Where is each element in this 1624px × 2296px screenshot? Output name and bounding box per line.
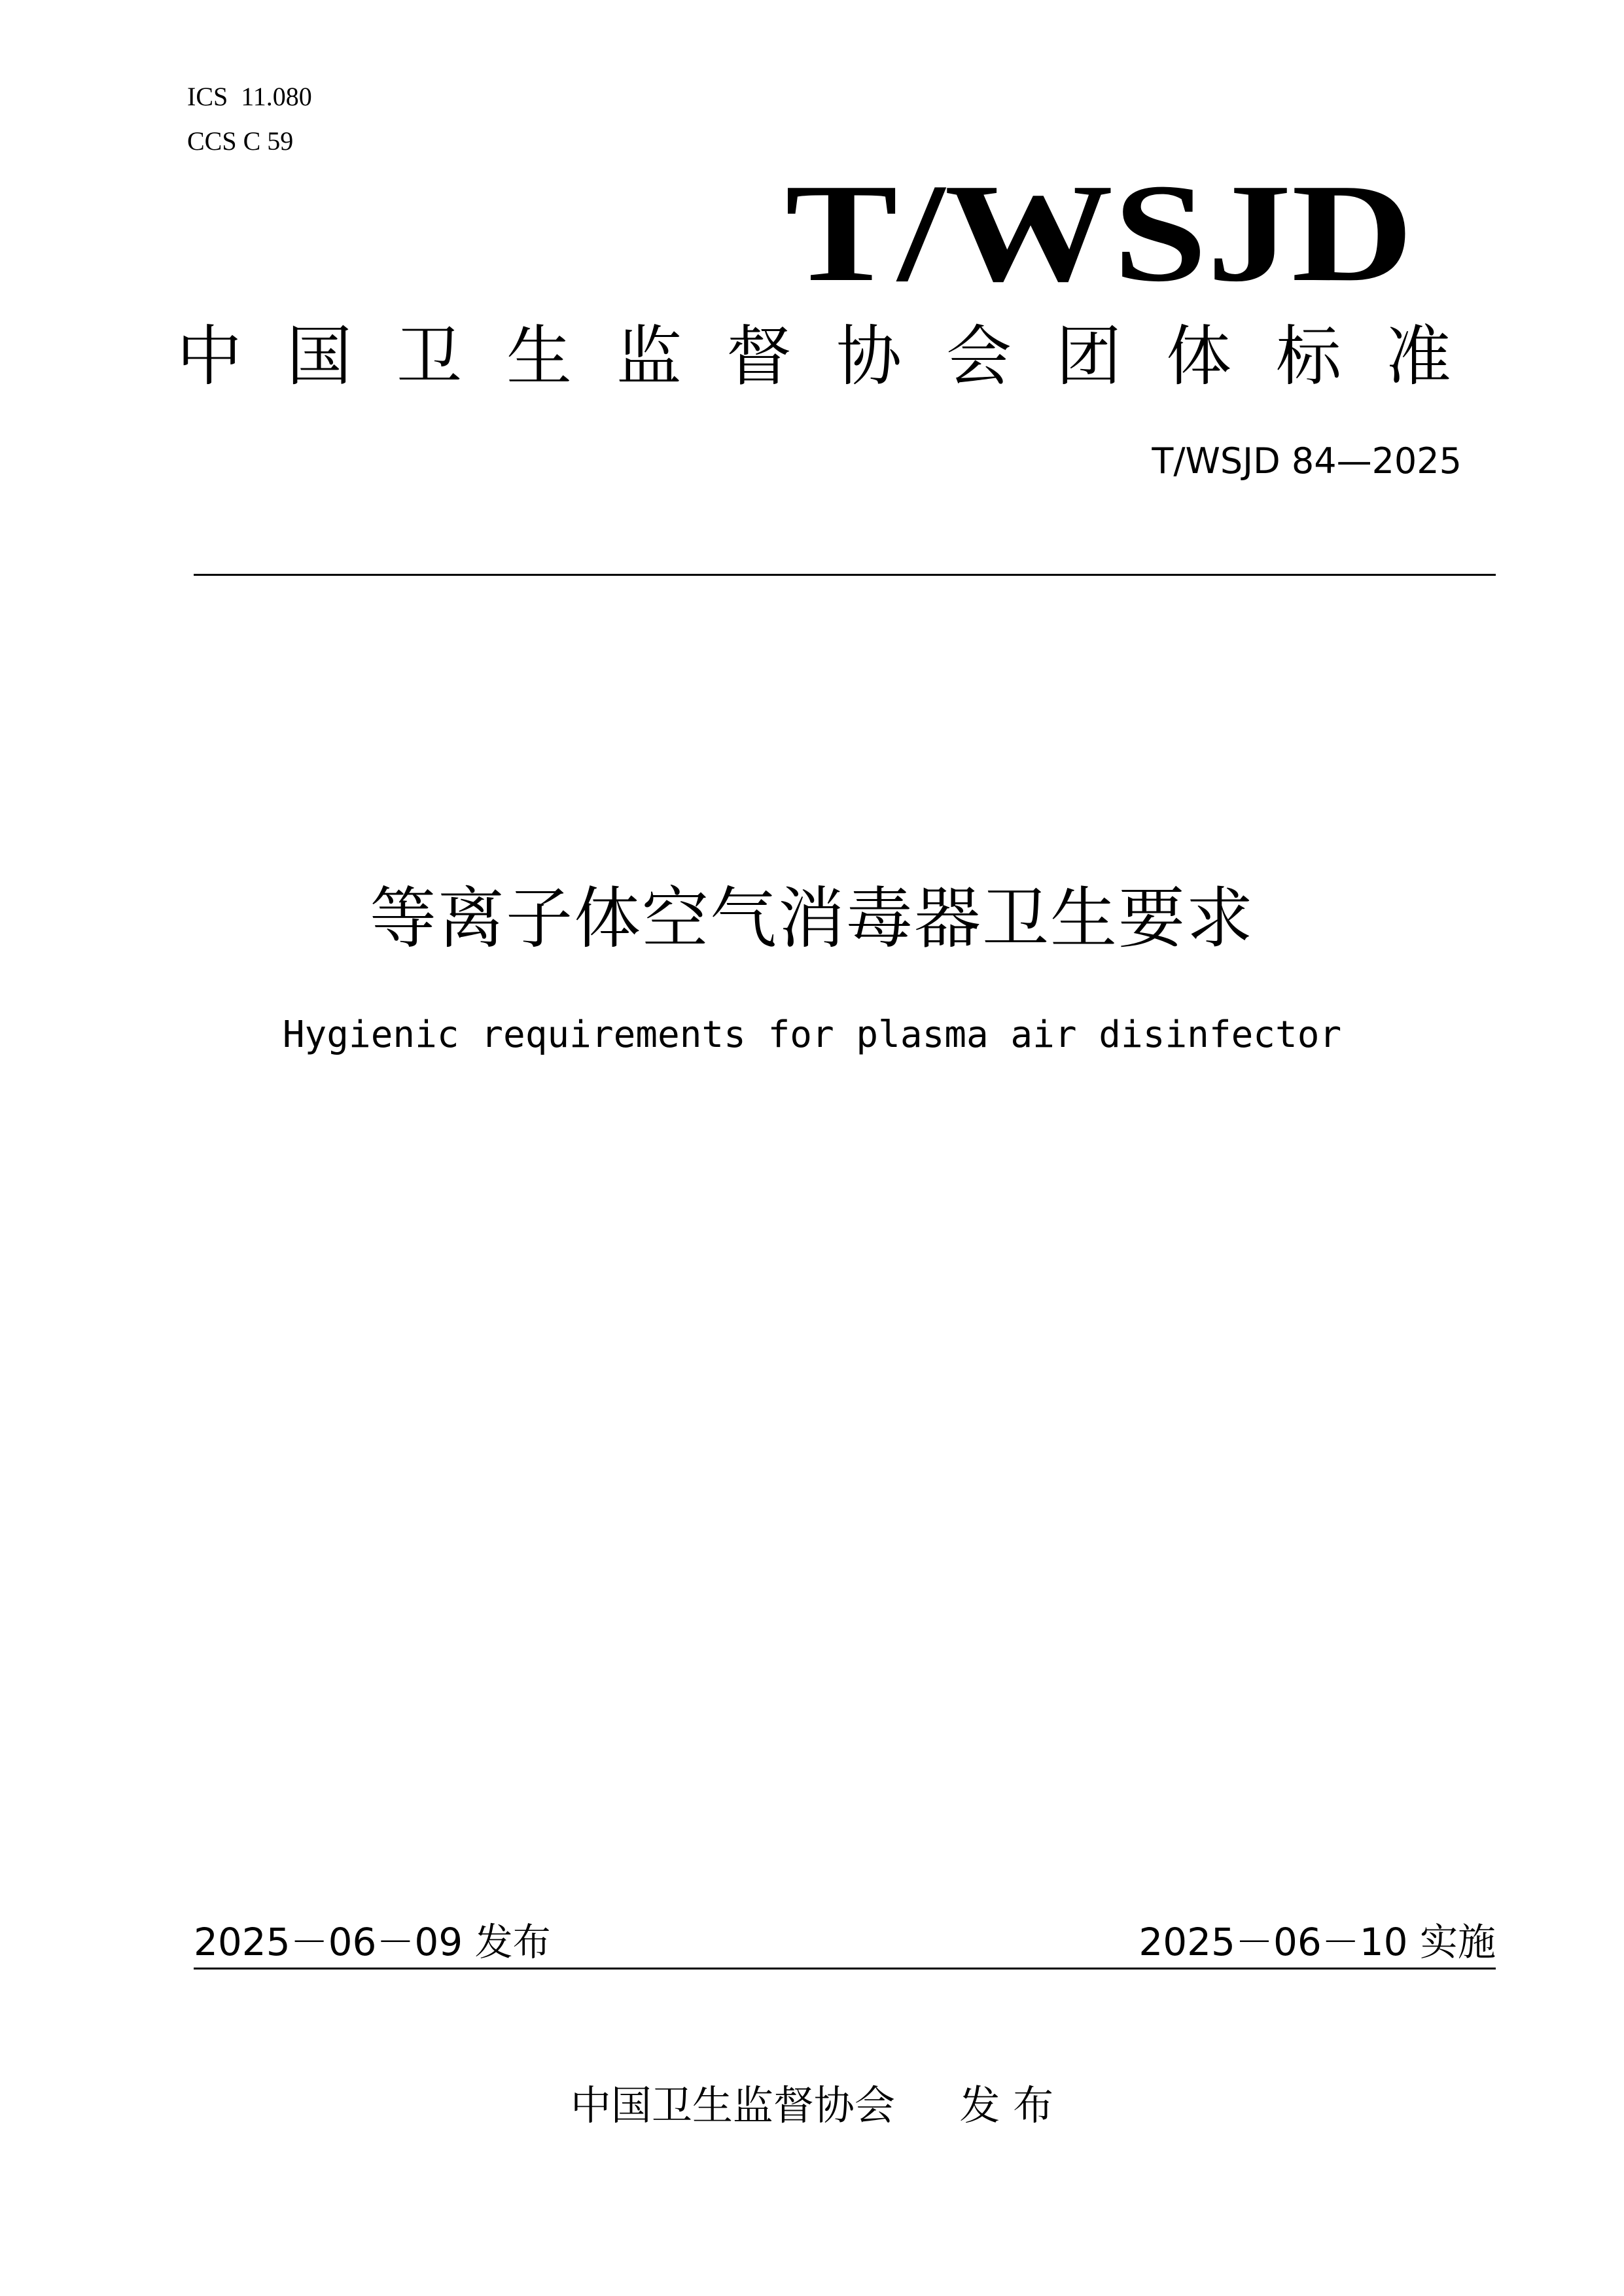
document-title-en: Hygienic requirements for plasma air disinfector <box>282 1014 1342 1056</box>
ics-code: ICS 11.080 <box>187 82 312 111</box>
org-standard-title: 中国卫生监督协会团体标准 <box>177 318 1496 395</box>
publisher-line: 中国卫生监督协会 发 布 <box>570 2081 1054 2129</box>
document-title-cn: 等离子体空气消毒器卫生要求 <box>370 880 1254 958</box>
standard-logo-text: T/WSJD <box>785 164 1413 294</box>
standard-number: T/WSJD 84—2025 <box>1152 440 1462 482</box>
footer-divider <box>194 1968 1496 1969</box>
issue-date: 2025－06－09 发布 <box>194 1920 551 1964</box>
ccs-code: CCS C 59 <box>187 126 294 156</box>
implementation-date: 2025－06－10 实施 <box>1139 1920 1496 1964</box>
header-divider <box>194 574 1496 576</box>
standard-logo <box>785 164 1413 294</box>
